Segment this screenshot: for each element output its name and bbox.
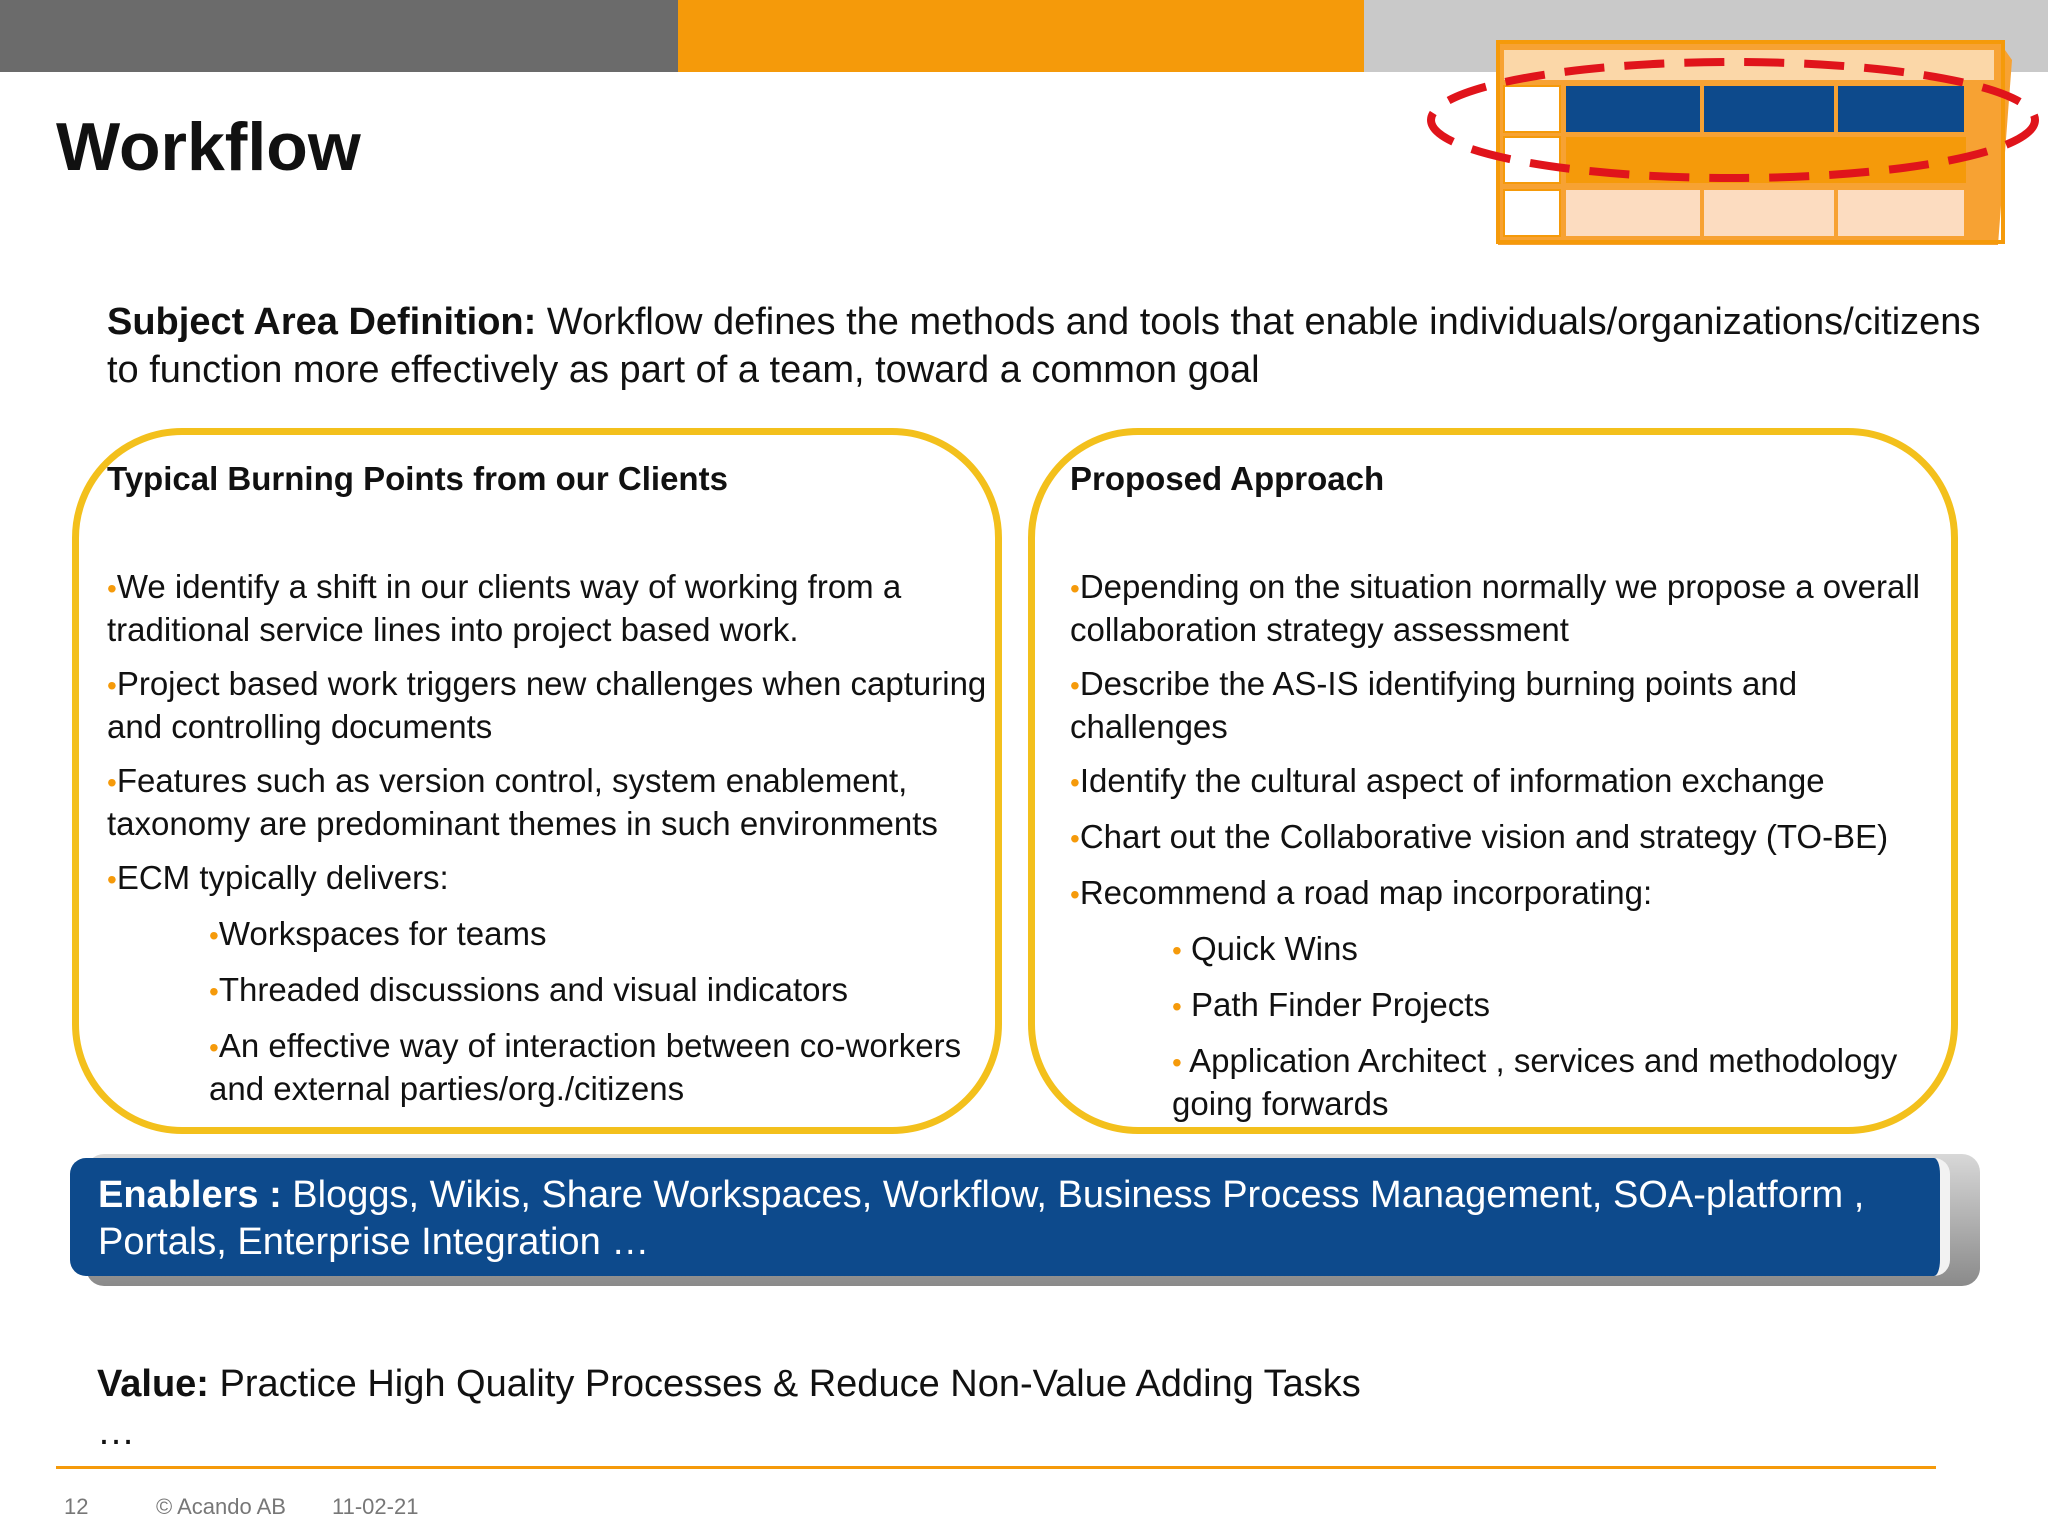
list-item <box>1070 663 1950 747</box>
enablers-label: Enablers : <box>98 1174 282 1216</box>
enablers-box <box>70 1158 1950 1276</box>
list-item-text: Path Finder Projects <box>1181 986 1490 1023</box>
enablers-text: Bloggs, Wikis, Share Workspaces, Workflow, Business Process Management, SOA-platform , Portals, Enterprise Integration … <box>98 1174 1865 1263</box>
list-item-text: Features such as version control, system enablement, taxonomy are predominant themes in such environments <box>107 762 938 842</box>
sub-list-item <box>1070 928 1950 971</box>
bullet-icon: • <box>209 920 219 951</box>
burning-points-list <box>107 566 987 1122</box>
subject-area-definition <box>107 298 1987 394</box>
value-text: Practice High Quality Processes & Reduce Non-Value Adding Tasks <box>208 1363 1361 1405</box>
list-item-text: Quick Wins <box>1181 930 1358 967</box>
bullet-icon: • <box>1070 879 1080 910</box>
slide-date: 11-02-21 <box>332 1494 419 1519</box>
list-item-text: Workspaces for teams <box>218 915 547 952</box>
list-item-text: An effective way of interaction between co-workers and external parties/org./citizens <box>209 1027 962 1107</box>
bullet-icon: • <box>1070 823 1080 854</box>
bullet-icon: • <box>209 1032 219 1063</box>
sub-list-item <box>1070 1040 1952 1124</box>
proposed-approach-heading: Proposed Approach <box>1070 460 1385 497</box>
list-item <box>1070 566 1950 650</box>
bullet-icon: • <box>1172 1047 1182 1078</box>
bullet-icon: • <box>107 767 117 798</box>
list-item <box>107 760 987 844</box>
list-item-text: Project based work triggers new challenges when capturing and controlling documents <box>107 665 987 745</box>
bullet-icon: • <box>1070 573 1080 604</box>
bullet-icon: • <box>1172 991 1182 1022</box>
sub-list-item <box>107 913 987 956</box>
value-statement <box>97 1360 1361 1456</box>
footer-divider <box>56 1466 1936 1469</box>
top-bar-gray-segment <box>0 0 678 72</box>
list-item <box>1070 872 1950 915</box>
list-item <box>107 857 987 900</box>
list-item-text: Identify the cultural aspect of information exchange <box>1079 762 1825 799</box>
sub-list-item <box>1070 984 1950 1027</box>
list-item <box>107 663 987 747</box>
list-item-text: Describe the AS-IS identifying burning points and challenges <box>1070 665 1798 745</box>
list-item <box>107 566 987 650</box>
top-bar-orange-segment <box>678 0 1364 72</box>
bullet-icon: • <box>107 573 117 604</box>
list-item-text: Chart out the Collaborative vision and strategy (TO-BE) <box>1079 818 1889 855</box>
list-item-text: Recommend a road map incorporating: <box>1079 874 1653 911</box>
definition-text: Workflow defines the methods and tools that enable individuals/organizations/citizens to function more effectively as part of a team, toward a common goal <box>107 301 1981 391</box>
value-continuation: … <box>97 1411 135 1453</box>
list-item-text: Application Architect , services and methodology going forwards <box>1172 1042 1898 1122</box>
bullet-icon: • <box>1070 670 1080 701</box>
list-item <box>1070 760 1950 803</box>
list-item-text: Depending on the situation normally we propose a overall collaboration strategy assessment <box>1070 568 1920 648</box>
copyright: © Acando AB <box>156 1494 286 1519</box>
framework-thumbnail-graphic <box>1400 20 2040 245</box>
burning-points-heading: Typical Burning Points from our Clients <box>107 460 728 497</box>
framework-thumbnail <box>1400 20 2040 245</box>
bullet-icon: • <box>209 976 219 1007</box>
list-item-text: ECM typically delivers: <box>116 859 449 896</box>
list-item <box>1070 816 1950 859</box>
list-item-text: We identify a shift in our clients way of working from a traditional service lines into project based work. <box>107 568 902 648</box>
sub-list-item <box>107 1025 969 1109</box>
list-item-text: Threaded discussions and visual indicators <box>218 971 848 1008</box>
sub-list-item <box>107 969 987 1012</box>
bullet-icon: • <box>1172 935 1182 966</box>
slide-title: Workflow <box>56 109 361 185</box>
definition-label: Subject Area Definition: <box>107 301 537 343</box>
bullet-icon: • <box>107 864 117 895</box>
bullet-icon: • <box>1070 767 1080 798</box>
page-number: 12 <box>64 1494 89 1519</box>
bullet-icon: • <box>107 670 117 701</box>
value-label: Value: <box>97 1363 209 1405</box>
proposed-approach-list <box>1070 566 1950 1137</box>
